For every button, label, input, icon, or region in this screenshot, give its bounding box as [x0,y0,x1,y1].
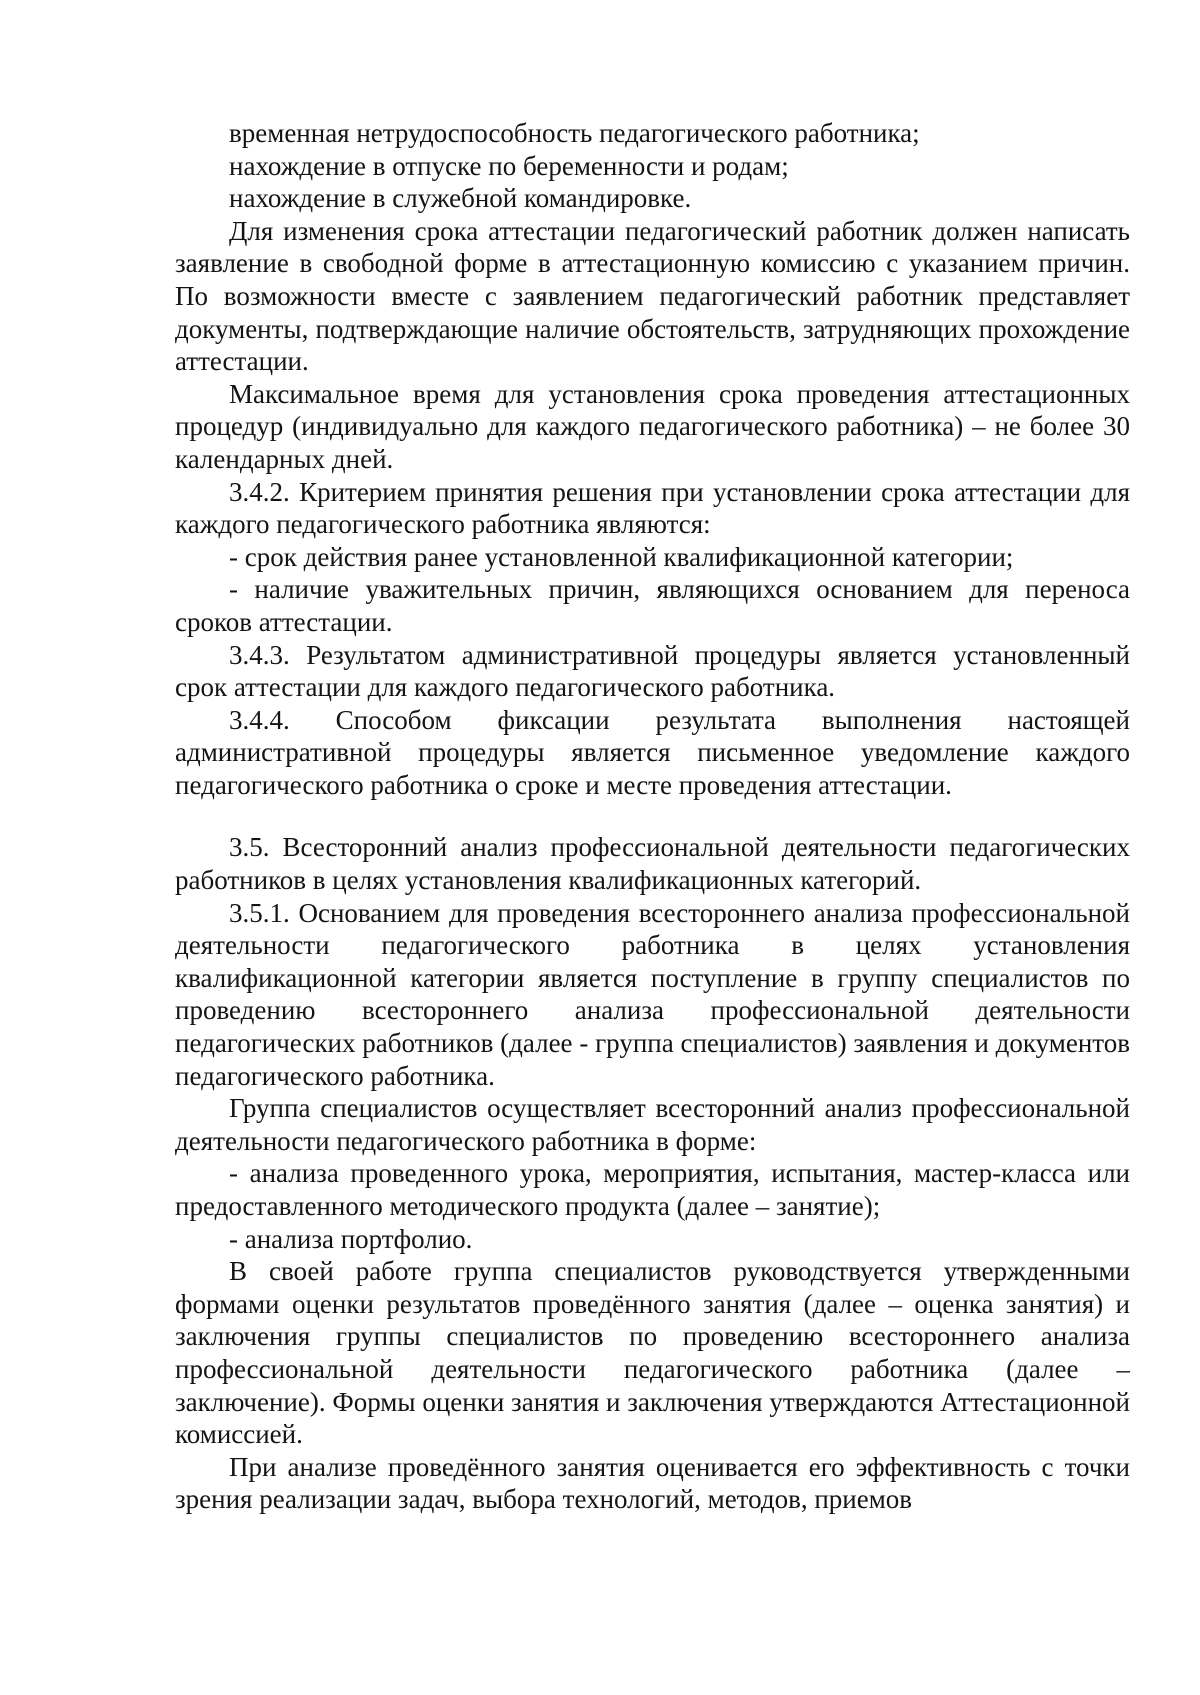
paragraph-reason-business-trip: нахождение в служебной командировке. [229,183,692,214]
list-item-portfolio-analysis: - анализа портфолио. [229,1223,473,1254]
paragraph-change-term: Для изменения срока аттестации педагогический работник должен написать заявление в свободной форме в аттестационную комиссию с указанием причин. По возможности вместе с заявлением педагогический работник представляет документы, подтверждающие наличие обстоятельств, затрудняющих прохождение аттестации. [175,215,1130,377]
paragraph-3-4-4: 3.4.4. Способом фиксации результата выполнения настоящей административной процедуры является письменное уведомление каждого педагогического работника о сроке и месте проведения аттестации. [175,704,1130,800]
section-heading-3-5: 3.5. Всесторонний анализ профессиональной деятельности педагогических работников в целях установления квалификационных категорий. [175,832,1130,896]
list-item-category-term: - срок действия ранее установленной квалификационной категории; [229,541,1014,572]
list-item-lesson-analysis: - анализа проведенного урока, мероприятия, испытания, мастер-класса или предоставленного методического продукта (далее – занятие); [175,1158,1130,1221]
paragraph-lesson-effectiveness: При анализе проведённого занятия оценивается его эффективность с точки зрения реализации задач, выбора технологий, методов, приемов [175,1451,1130,1515]
paragraph-reason-disability: временная нетрудоспособность педагогического работника; [229,118,920,148]
list-item-valid-reasons: - наличие уважительных причин, являющихся основанием для переноса сроков аттестации. [175,574,1130,637]
document-body [175,117,1130,1516]
paragraph-max-time: Максимальное время для установления срока проведения аттестационных процедур (индивидуально для каждого педагогического работника) – не более 30 календарных дней. [175,378,1130,474]
paragraph-3-4-3: 3.4.3. Результатом административной процедуры является установленный срок аттестации для каждого педагогического работника. [175,639,1130,703]
paragraph-reason-maternity: нахождение в отпуске по беременности и родам; [229,150,789,181]
paragraph-3-4-2: 3.4.2. Критерием принятия решения при установлении срока аттестации для каждого педагогического работника являются: [175,476,1130,540]
paragraph-assessment-forms: В своей работе группа специалистов руководствуется утвержденными формами оценки результатов проведённого занятия (далее – оценка занятия) и заключения группы специалистов по проведению всестороннего анализа профессиональной деятельности педагогического работника (далее – заключение). Формы оценки занятия и заключения утверждаются Аттестационной комиссией. [175,1256,1130,1450]
paragraph-3-5-1: 3.5.1. Основанием для проведения всестороннего анализа профессиональной деятельности педагогического работника в целях установления квалификационной категории является поступление в группу специалистов по проведению всестороннего анализа профессиональной деятельности педагогических работников (далее - группа специалистов) заявления и документов педагогического работника. [175,897,1130,1091]
paragraph-specialists-group: Группа специалистов осуществляет всесторонний анализ профессиональной деятельности педагогического работника в форме: [175,1093,1130,1156]
